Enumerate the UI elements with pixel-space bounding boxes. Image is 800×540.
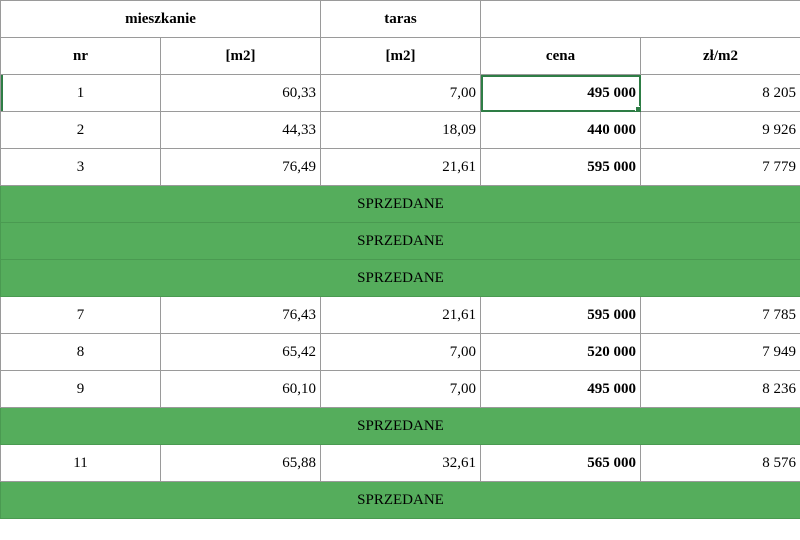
sold-row bbox=[1, 408, 800, 445]
sold-label-cell[interactable]: SPRZEDANE bbox=[1, 186, 800, 223]
table-row bbox=[1, 112, 800, 149]
table-row bbox=[1, 445, 800, 482]
cell-area[interactable]: 76,49 bbox=[161, 149, 321, 186]
cell-price[interactable]: 595 000 bbox=[481, 149, 641, 186]
cell-price[interactable]: 595 000 bbox=[481, 297, 641, 334]
cell-price[interactable]: 565 000 bbox=[481, 445, 641, 482]
sold-row bbox=[1, 260, 800, 297]
table-row bbox=[1, 334, 800, 371]
header-group-row bbox=[1, 1, 800, 38]
cell-terrace[interactable]: 32,61 bbox=[321, 445, 481, 482]
cell-nr[interactable]: 7 bbox=[1, 297, 161, 334]
cell-area[interactable]: 44,33 bbox=[161, 112, 321, 149]
cell-terrace[interactable]: 21,61 bbox=[321, 149, 481, 186]
cell-area[interactable]: 60,10 bbox=[161, 371, 321, 408]
header-cell-taras[interactable]: taras bbox=[321, 1, 481, 38]
cell-area[interactable]: 76,43 bbox=[161, 297, 321, 334]
header-cell-price-m2[interactable]: zł/m2 bbox=[641, 38, 800, 75]
cell-price[interactable]: 440 000 bbox=[481, 112, 641, 149]
table-row bbox=[1, 149, 800, 186]
header-cell-terrace[interactable]: [m2] bbox=[321, 38, 481, 75]
cell-nr[interactable]: 2 bbox=[1, 112, 161, 149]
cell-terrace[interactable]: 18,09 bbox=[321, 112, 481, 149]
header-cell-mieszkanie[interactable]: mieszkanie bbox=[1, 1, 321, 38]
cell-price-m2[interactable]: 8 236 bbox=[641, 371, 800, 408]
cell-nr[interactable]: 8 bbox=[1, 334, 161, 371]
cell-terrace[interactable]: 7,00 bbox=[321, 75, 481, 112]
cell-price-m2[interactable]: 7 785 bbox=[641, 297, 800, 334]
cell-price[interactable]: 520 000 bbox=[481, 334, 641, 371]
cell-price-m2[interactable]: 7 779 bbox=[641, 149, 800, 186]
header-column-row bbox=[1, 38, 800, 75]
cell-area[interactable]: 65,42 bbox=[161, 334, 321, 371]
cell-nr[interactable]: 9 bbox=[1, 371, 161, 408]
header-cell-price[interactable]: cena bbox=[481, 38, 641, 75]
cell-nr[interactable]: 11 bbox=[1, 445, 161, 482]
cell-nr[interactable]: 1 bbox=[1, 75, 161, 112]
cell-price-m2[interactable]: 7 949 bbox=[641, 334, 800, 371]
cell-price[interactable]: 495 000 bbox=[481, 371, 641, 408]
table-row bbox=[1, 371, 800, 408]
sold-row bbox=[1, 186, 800, 223]
header-cell-nr[interactable]: nr bbox=[1, 38, 161, 75]
fill-handle[interactable] bbox=[635, 106, 641, 112]
cell-terrace[interactable]: 21,61 bbox=[321, 297, 481, 334]
sold-label-cell[interactable]: SPRZEDANE bbox=[1, 223, 800, 260]
cell-terrace[interactable]: 7,00 bbox=[321, 371, 481, 408]
cell-price-m2[interactable]: 8 205 bbox=[641, 75, 800, 112]
sold-label-cell[interactable]: SPRZEDANE bbox=[1, 482, 800, 519]
sold-row bbox=[1, 482, 800, 519]
sold-row bbox=[1, 223, 800, 260]
sold-label-cell[interactable]: SPRZEDANE bbox=[1, 408, 800, 445]
header-cell-area[interactable]: [m2] bbox=[161, 38, 321, 75]
selected-cell[interactable]: 495 000 bbox=[481, 75, 641, 112]
cell-area[interactable]: 65,88 bbox=[161, 445, 321, 482]
table-body bbox=[1, 75, 800, 519]
header-cell-empty[interactable] bbox=[481, 1, 800, 38]
table-row bbox=[1, 75, 800, 112]
cell-price-m2[interactable]: 9 926 bbox=[641, 112, 800, 149]
cell-price-m2[interactable]: 8 576 bbox=[641, 445, 800, 482]
cell-terrace[interactable]: 7,00 bbox=[321, 334, 481, 371]
cell-area[interactable]: 60,33 bbox=[161, 75, 321, 112]
cell-nr[interactable]: 3 bbox=[1, 149, 161, 186]
table-row bbox=[1, 297, 800, 334]
sold-label-cell[interactable]: SPRZEDANE bbox=[1, 260, 800, 297]
